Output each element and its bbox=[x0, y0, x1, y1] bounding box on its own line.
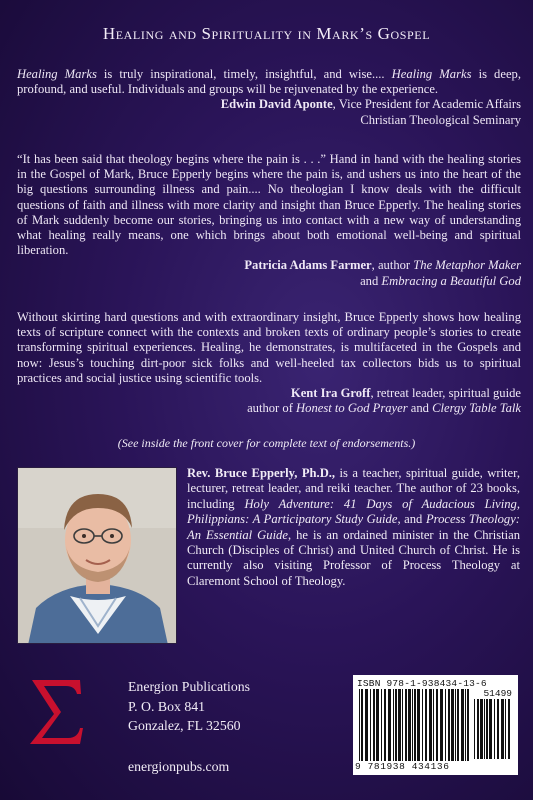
endorser-attribution: Edwin David Aponte, Vice President for Academic Affairs Christian Theological Seminary bbox=[220, 97, 521, 127]
sigma-logo-icon bbox=[28, 677, 84, 747]
isbn-label: ISBN 978-1-938434-13-6 bbox=[357, 678, 487, 689]
endorser-attribution: Patricia Adams Farmer, author The Metaphor Maker and Embracing a Beautiful God bbox=[244, 258, 521, 288]
endorsement-quote: Without skirting hard questions and with extraordinary insight, Bruce Epperly shows how healing texts of scripture connect with the contexts and broken texts of ordinary people’s stories to create transforming spiritual experiences. Healing, he demonstrates, is multifaceted in the Gospels and now: Jesus’s touching dirt-poor sick folks and well-heeled tax collectors bids us to spiritual practices and social justice using scientific tools. bbox=[17, 310, 521, 385]
author-bio: Rev. Bruce Epperly, Ph.D., is a teacher, spiritual guide, writer, lecturer, retreat leader, and reiki teacher. The author of 23 books, including Holy Adventure: 41 Days of Audacious Living, Philippians: A Participatory Study Guide, and Process Theology: An Essential Guide, he is an ordained minister in the Christian Church (Disciples of Christ) and United Church of Christ. He is currently also visiting Professor of Process Theology at Claremont School of Theology. bbox=[187, 466, 520, 588]
endorsement-groff bbox=[17, 310, 521, 416]
publisher-info bbox=[128, 677, 250, 736]
cover-title: Healing and Spirituality in Mark’s Gospel bbox=[102, 24, 431, 43]
publisher-name: Energion Publications bbox=[128, 679, 250, 694]
endorser-attribution: Kent Ira Groff, retreat leader, spiritual guide author of Honest to God Prayer and Clergy Table Talk bbox=[247, 386, 521, 416]
author-name: Rev. Bruce Epperly, Ph.D., bbox=[187, 466, 336, 480]
author-photo bbox=[17, 467, 177, 644]
barcode-addon-bars bbox=[474, 699, 514, 759]
publisher-address-line1: P. O. Box 841 bbox=[128, 698, 206, 714]
endorsement-quote: Healing Marks is truly inspirational, timely, insightful, and wise.... Healing Marks is deep, profound, and useful. Individuals and groups will be rejuvenated by the experience. bbox=[17, 67, 521, 97]
barcode-bars bbox=[359, 689, 471, 761]
endorser-name: Patricia Adams Farmer bbox=[244, 258, 372, 273]
publisher-website: energionpubs.com bbox=[128, 759, 230, 774]
endorsement-note: (See inside the front cover for complete text of endorsements.) bbox=[117, 436, 416, 450]
isbn-barcode bbox=[353, 675, 518, 775]
endorsement-aponte bbox=[17, 67, 521, 128]
barcode-digits: 9 781938 434136 bbox=[355, 761, 450, 772]
author-portrait-illustration bbox=[18, 468, 177, 644]
endorser-name: Kent Ira Groff bbox=[290, 386, 371, 401]
endorser-name: Edwin David Aponte bbox=[220, 97, 333, 112]
endorsement-quote: “It has been said that theology begins where the pain is . . .” Hand in hand with the healing stories in the Gospel of Mark, Bruce Epperly begins where the pain is, and ushers us into the heart of the big questions surrounding illness and pain.... No theologian I know deals with the difficult questions of faith and illness with more clarity and insight than Bruce Epperly. The healing stories of Mark suddenly become our stories, bringing us into contact with a new way of understanding what healing really means, one which brings about both emotional well-being and spiritual liberation. bbox=[17, 152, 521, 258]
price-code: 51499 bbox=[483, 688, 512, 699]
endorsement-farmer bbox=[17, 152, 521, 289]
publisher-address-line2: Gonzalez, FL 32560 bbox=[128, 718, 241, 733]
